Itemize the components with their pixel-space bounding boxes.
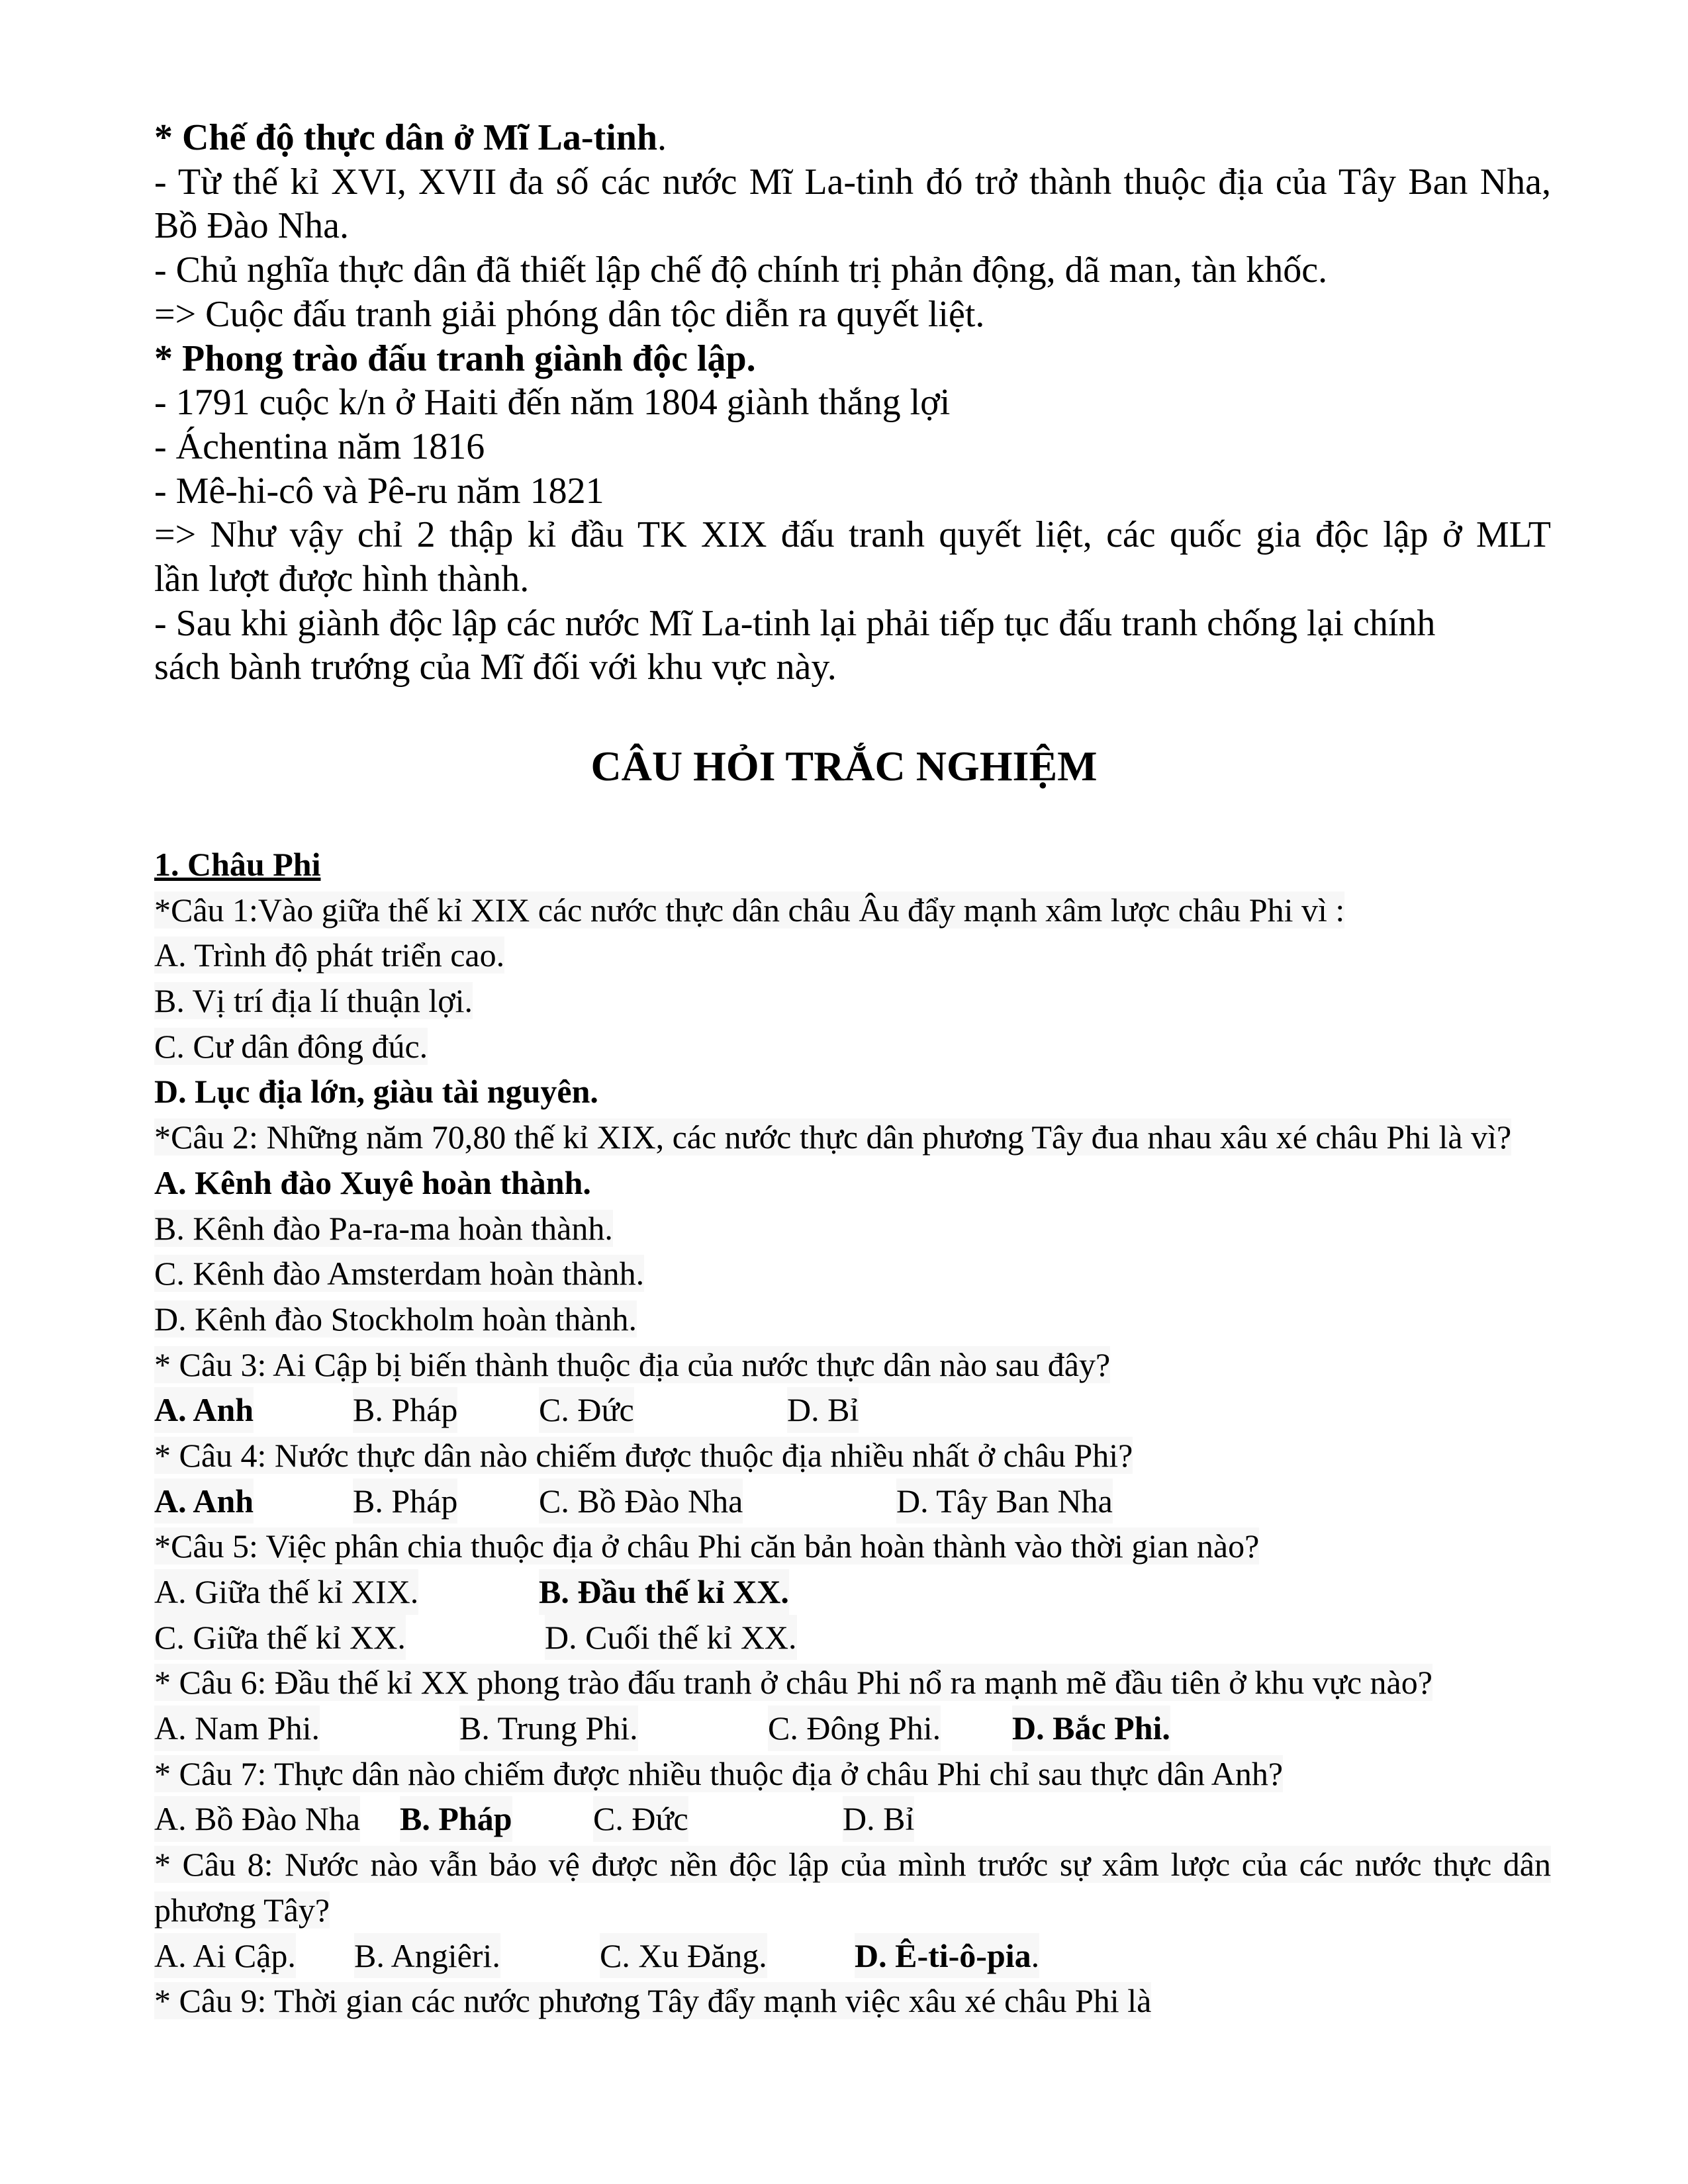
- option: D. Tây Ban Nha: [896, 1479, 1113, 1524]
- option: C. Giữa thế kỉ XX.: [154, 1615, 406, 1661]
- question-9: * Câu 9: Thời gian các nước phương Tây đẩy mạnh việc xâu xé châu Phi là: [154, 1982, 1152, 2020]
- options-row: [154, 1615, 1551, 1661]
- question-8: * Câu 8: Nước nào vẫn bảo vệ được nền độc lập của mình trước sự xâm lược của các nước thực dân phương Tây?: [154, 1846, 1551, 1929]
- option: A. Trình độ phát triển cao.: [154, 936, 505, 974]
- question-5: *Câu 5: Việc phân chia thuộc địa ở châu Phi căn bản hoàn thành vào thời gian nào?: [154, 1527, 1260, 1565]
- options-row: [154, 1706, 1551, 1751]
- question-6: * Câu 6: Đầu thế kỉ XX phong trào đấu tranh ở châu Phi nổ ra mạnh mẽ đầu tiên ở khu vực nào?: [154, 1664, 1432, 1702]
- question-2: *Câu 2: Những năm 70,80 thế kỉ XIX, các nước thực dân phương Tây đua nhau xâu xé châu Phi là vì?: [154, 1118, 1512, 1156]
- option: B. Pháp: [353, 1479, 457, 1524]
- option: D. Bỉ: [843, 1796, 914, 1842]
- option: B. Trung Phi.: [459, 1706, 638, 1751]
- paragraph-line: => Cuộc đấu tranh giải phóng dân tộc diễn ra quyết liệt.: [154, 293, 985, 335]
- paragraph-line: Bồ Đào Nha.: [154, 205, 349, 247]
- options-row: [154, 1569, 1551, 1615]
- quiz-section: [154, 842, 1551, 2024]
- option: C. Xu Đăng.: [600, 1933, 767, 1979]
- paragraph-line: - Áchentina năm 1816: [154, 426, 485, 467]
- option: A. Bồ Đào Nha: [154, 1796, 360, 1842]
- option-correct: A. Anh: [154, 1479, 254, 1524]
- options-row: [154, 1387, 1551, 1433]
- options-row: [154, 1933, 1551, 1979]
- option: A. Giữa thế kỉ XIX.: [154, 1569, 418, 1615]
- option: B. Kênh đào Pa-ra-ma hoàn thành.: [154, 1209, 613, 1247]
- question-4: * Câu 4: Nước thực dân nào chiếm được thuộc địa nhiều nhất ở châu Phi?: [154, 1436, 1133, 1474]
- option: A. Ai Cập.: [154, 1933, 296, 1979]
- paragraph-line: lần lượt được hình thành.: [154, 559, 530, 600]
- option: D. Bỉ: [787, 1387, 859, 1433]
- paragraph-line: - 1791 cuộc k/n ở Haiti đến năm 1804 giành thắng lợi: [154, 382, 951, 424]
- paragraph-line: => Như vậy chỉ 2 thập kỉ đầu TK XIX đấu tranh quyết liệt, các quốc gia độc lập ở MLT: [154, 514, 1551, 556]
- option: D. Kênh đào Stockholm hoàn thành.: [154, 1300, 637, 1338]
- option-correct: D. Ê-ti-ô-pia.: [855, 1933, 1039, 1979]
- option-correct: D. Lục địa lớn, giàu tài nguyên.: [154, 1073, 598, 1111]
- option-correct: B. Đầu thế kỉ XX.: [539, 1569, 789, 1615]
- paragraph-line: sách bành trướng của Mĩ đối với khu vực này.: [154, 647, 837, 688]
- paragraph-line: - Sau khi giành độc lập các nước Mĩ La-tinh lại phải tiếp tục đấu tranh chống lại chính: [154, 602, 1436, 644]
- option-correct: A. Kênh đào Xuyê hoàn thành.: [154, 1163, 591, 1201]
- intro-section: [154, 116, 1551, 690]
- option-correct: A. Anh: [154, 1387, 254, 1433]
- option: C. Kênh đào Amsterdam hoàn thành.: [154, 1255, 645, 1293]
- option: C. Đức: [593, 1796, 688, 1842]
- question-3: * Câu 3: Ai Cập bị biến thành thuộc địa của nước thực dân nào sau đây?: [154, 1345, 1111, 1383]
- option: B. Vị trí địa lí thuận lợi.: [154, 982, 473, 1020]
- paragraph-line: - Từ thế kỉ XVI, XVII đa số các nước Mĩ La-tinh đó trở thành thuộc địa của Tây Ban Nha,: [154, 161, 1551, 203]
- page-title: CÂU HỎI TRẮC NGHIỆM: [590, 743, 1098, 790]
- option: B. Angiêri.: [354, 1933, 500, 1979]
- option-correct: D. Bắc Phi.: [1012, 1706, 1170, 1751]
- question-1: *Câu 1:Vào giữa thế kỉ XIX các nước thực dân châu Âu đẩy mạnh xâm lược châu Phi vì :: [154, 891, 1345, 929]
- options-row: [154, 1796, 1551, 1842]
- option: C. Đông Phi.: [768, 1706, 941, 1751]
- paragraph-line: - Mê-hi-cô và Pê-ru năm 1821: [154, 470, 604, 512]
- option-correct: B. Pháp: [400, 1796, 512, 1842]
- option: C. Đức: [539, 1387, 634, 1433]
- option: C. Bồ Đào Nha: [539, 1479, 743, 1524]
- option: D. Cuối thế kỉ XX.: [545, 1615, 797, 1661]
- option: A. Nam Phi.: [154, 1706, 320, 1751]
- option: C. Cư dân đông đúc.: [154, 1027, 428, 1065]
- heading-independence-movement: * Phong trào đấu tranh giành độc lập.: [154, 338, 756, 379]
- option: B. Pháp: [353, 1387, 457, 1433]
- paragraph-line: - Chủ nghĩa thực dân đã thiết lập chế độ chính trị phản động, dã man, tàn khốc.: [154, 250, 1328, 291]
- question-7: * Câu 7: Thực dân nào chiếm được nhiều thuộc địa ở châu Phi chỉ sau thực dân Anh?: [154, 1754, 1284, 1792]
- section-heading: 1. Châu Phi: [154, 846, 321, 883]
- options-row: [154, 1479, 1551, 1524]
- heading-colonial-regime: * Chế độ thực dân ở Mĩ La-tinh.: [154, 117, 667, 158]
